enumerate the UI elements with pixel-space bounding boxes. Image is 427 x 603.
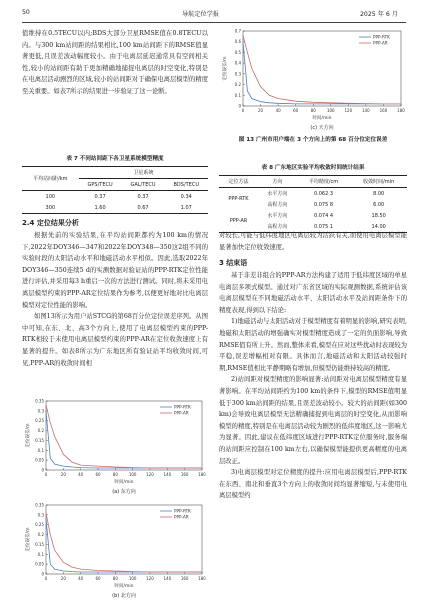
y-tick-label: 0.6	[234, 39, 241, 45]
paragraph: 3)电离层模型对定位精度的提升:应用电离层模型后,PPP-RTK在东西、南北和垂直3个方向上的收敛时间均显著缩短,与未使用电离层模型约	[219, 469, 407, 500]
y-tick-label: 0.15	[35, 437, 44, 443]
x-tick-label: 120	[146, 472, 154, 477]
paragraph: 值维持在0.5TECU以内;BDS大部分卫星RMSE值在0.8TECU以内。与300 km站间距的结果相比,100 km站间距下的RMSE值显著更低,且误差波动幅度较小。由于电离层延迟通常具有空间相关性,较小的站间距有助于更加精确地捕捉电离层的时空变化,特别是在电离层活动剧烈的区域,较小的站间距对于确保电离层模型的精度至关重要。如表7所示的结果进一步验证了这一论断。	[22, 30, 208, 95]
subplot-caption: (c) 天方向	[310, 125, 334, 131]
y-tick-label: 0.35	[35, 502, 44, 508]
table-header: GAL/TECU	[130, 181, 156, 188]
left-paragraph-top	[22, 28, 208, 98]
table-header: 卫星系统	[79, 167, 208, 179]
x-tick-label: 140	[163, 576, 172, 581]
subplot-caption: (a) 东方向	[112, 489, 136, 495]
table-cell: 0.67	[122, 202, 165, 214]
y-tick-label: 0.3	[234, 71, 241, 77]
x-tick-label: 100	[128, 472, 137, 477]
x-tick-label: 120	[146, 576, 154, 581]
x-tick-label: 60	[95, 472, 101, 477]
x-tick-label: 160	[180, 576, 189, 581]
x-axis-label: 时间/min	[114, 480, 134, 485]
table7	[22, 166, 208, 214]
y-tick-label: 0.15	[35, 541, 44, 547]
x-tick-label: 100	[128, 576, 137, 581]
chart-north	[22, 500, 208, 600]
legend-label: PPP-RTK	[174, 508, 191, 514]
x-tick-label: 140	[362, 108, 370, 113]
x-tick-label: 20	[258, 108, 264, 113]
x-tick-label: 60	[95, 576, 101, 581]
table-cell: 高程方向	[258, 221, 297, 233]
y-tick-label: 0.2	[37, 428, 44, 434]
y-tick-label: 0.5	[234, 49, 241, 55]
left-paragraph-mid	[22, 230, 208, 369]
legend-label: PPP-RTK	[174, 404, 191, 410]
table-header: 定位方法	[219, 176, 258, 188]
issue-date: 2025 年 6 月	[360, 11, 398, 18]
x-tick-label: 40	[275, 108, 281, 113]
table-cell: PPP-AR	[219, 210, 258, 233]
right-paragraphs	[219, 270, 407, 502]
paragraph: 基于非差非组合的PPP-AR方法构建了适用于低纬度区域的单星电离层多项式模型。通过对广东省区域的实际观测数据,系统评估该电离层模型在不同地磁活动水平、太阳活动水平及站间距条件下的精度表现,得到以下结论:	[219, 272, 407, 314]
table-cell: 6.00	[373, 201, 385, 208]
x-tick-label: 160	[379, 108, 388, 113]
x-tick-label: 0	[44, 472, 48, 477]
table-row	[219, 210, 407, 221]
y-tick-label: 0.1	[37, 551, 44, 557]
x-tick-label: 20	[60, 472, 66, 477]
table-cell: 水平方向	[258, 188, 297, 200]
y-tick-label: 0.7	[234, 28, 241, 34]
y-tick-label: 0.4	[234, 60, 241, 66]
x-tick-label: 100	[326, 108, 335, 113]
paragraph: 1)地磁活动与太阳活动对于模型精度有着明显的影响,研究表明,地磁和太阳活动的增强确实对模型精度造成了一定的负面影响,导致RMSE值有所上升。然而,整体来看,模型在应对这些扰动时表现较为平稳,误差增幅相对有限。具体而言,地磁活动和太阳活动较强时期,RMSE值相比平静期略有增加,但模型仍能维持较高的精度。	[219, 318, 407, 372]
table-header: 平均站间距/km	[22, 167, 79, 191]
table-cell: 14.00	[350, 221, 407, 233]
y-tick-label: 0.35	[35, 398, 44, 404]
subplot-caption: (b) 北方向	[112, 593, 136, 599]
y-tick-label: 0.1	[37, 447, 44, 453]
y-tick-label: 0.25	[35, 522, 44, 528]
y-tick-label: 0.25	[35, 418, 44, 424]
x-axis-label: 时间/min	[312, 116, 332, 121]
table-cell: 8.00	[350, 188, 407, 200]
section-heading-3: 3 结束语	[219, 259, 248, 267]
series-line-ppp-ar	[243, 35, 401, 104]
x-tick-label: 60	[293, 108, 299, 113]
paragraph: 根据先前的实验结果,在平均站间距都约为100 km的情况下,2022年DOY346—347和2022年DOY348—350这2组不同的实验时段的太阳活动水平和地磁活动水平相似。因此,选取2022年DOY346—350连续5 d的实测数据对验证站的PPP-RTK定位性能进行评估,并采用每3 h重启一次的方法进行测试。同时,将未采用电离层模型约束的PPP-AR定位结果作为参考,以便更好地对比电离层模型对定位性能的影响。	[22, 232, 208, 309]
x-tick-label: 120	[344, 108, 353, 113]
paragraph: 2)站间距对模型精度的影响显著:站间距对电离层模型精度有显著影响。在平均站间距约为100 km的条件下,模型的RMSE值明显低于300 km站间距的结果,且误差波动较小。较大的站间距(如300 km)会导致电离层模型无法精确捕捉到电离层的时空变化,从而影响模型的精度,特别是在电离层活动较为剧烈的低纬度地区,这一影响尤为显著。因此,建议在低纬度区域进行PPP-RTK定位服务时,服务端的站间距应控制在100 km左右,以确保模型能提供更高精度的电离层改正。	[219, 376, 407, 465]
y-axis-label: 定位误差/m	[223, 56, 228, 81]
table-row	[219, 188, 407, 200]
table-cell: 0.062 3	[297, 188, 351, 200]
table-cell: 300	[22, 202, 79, 214]
series-line-ppp-rtk	[46, 519, 202, 572]
y-tick-label: 0.2	[37, 532, 44, 538]
table-cell: 0.074 4	[313, 212, 334, 219]
y-tick-label: 0.2	[234, 82, 241, 88]
x-tick-label: 180	[198, 576, 206, 581]
paragraph: 对较长,可能与低纬度地区电离层较为活跃有关,而使用电离层模型能显著加快定位收敛速度。	[219, 232, 407, 251]
x-tick-label: 0	[241, 108, 245, 113]
y-axis-label: 定位误差/m	[26, 423, 31, 448]
x-tick-label: 180	[397, 108, 405, 113]
table-header: 方向	[258, 176, 297, 188]
page-number: 50	[22, 9, 30, 16]
y-tick-label: 0.1	[234, 92, 241, 98]
legend-label: PPP-AR	[373, 40, 388, 46]
figure13-caption: 图 13 广州市用户端在 3 个方向上的第 68 百分位定位误差	[238, 137, 388, 143]
x-tick-label: 40	[78, 472, 84, 477]
y-tick-label: 0	[41, 467, 44, 473]
x-tick-label: 20	[60, 576, 66, 581]
table-header: 收敛时间/min	[350, 176, 407, 188]
right-paragraph-cont	[219, 230, 407, 253]
table-cell: 0.075 8	[313, 201, 334, 208]
paragraph: 如图13所示为用户站STCG的第68百分位定位误差序列。从图中可知,在东、北、高3个方向上,使用了电离层模型约束的PPP-RTK相较于未使用电离层模型约束的PPP-AR在定位收敛速度上有显著的提升。如表8所示为广东地区所有验证站平均收敛时间,可见,PPP-AR的收敛时间相	[22, 313, 208, 367]
y-tick-label: 0	[238, 103, 241, 109]
table-cell: 1.60	[79, 202, 122, 214]
x-tick-label: 180	[198, 472, 206, 477]
series-line-ppp-ar	[46, 513, 202, 572]
table-row	[22, 202, 208, 214]
table-cell: 水平方向	[267, 213, 288, 219]
y-axis-label: 定位误差/m	[26, 527, 31, 552]
table-cell: 1.07	[164, 202, 208, 214]
series-line-ppp-rtk	[243, 42, 401, 104]
section-heading-2-4: 2.4 定位结果分析	[22, 219, 79, 227]
table-row	[22, 191, 208, 203]
x-tick-label: 160	[180, 472, 189, 477]
y-tick-label: 0.05	[35, 457, 44, 463]
x-tick-label: 80	[112, 576, 118, 581]
legend-label: PPP-RTK	[373, 34, 390, 40]
legend-label: PPP-AR	[174, 410, 189, 416]
journal-title: 导航定位学报	[182, 11, 220, 18]
table7-caption: 表 7 不同站间距下各卫星系统模型精度	[66, 156, 164, 162]
x-tick-label: 40	[78, 576, 84, 581]
table-cell: 0.37	[79, 191, 122, 203]
legend-label: PPP-AR	[174, 514, 189, 520]
y-tick-label: 0.3	[37, 512, 44, 518]
table-header: BDS/TECU	[173, 181, 199, 188]
table8-caption: 表 8 广东地区实验平均收敛时间统计结果	[261, 165, 365, 171]
table-cell: PPP-RTK	[219, 188, 258, 211]
x-tick-label: 80	[310, 108, 316, 113]
x-axis-label: 时间/min	[114, 584, 134, 589]
table-header: 平均精度/cm	[297, 176, 351, 188]
chart-up	[219, 26, 407, 132]
y-tick-label: 0.3	[37, 408, 44, 414]
y-tick-label: 0.05	[35, 561, 44, 567]
x-tick-label: 80	[112, 472, 118, 477]
table-cell: 0.075 1	[297, 221, 351, 233]
table-header: GPS/TECU	[87, 181, 113, 188]
table-cell: 高程方向	[267, 202, 288, 208]
y-tick-label: 0	[41, 571, 44, 577]
header-rule	[22, 22, 406, 23]
table-cell: 0.37	[122, 191, 165, 203]
x-tick-label: 140	[163, 472, 172, 477]
x-tick-label: 0	[44, 576, 48, 581]
table-cell: 100	[22, 191, 79, 203]
table-cell: 0.34	[164, 191, 208, 203]
chart-east	[22, 396, 208, 496]
table-cell: 18.50	[371, 212, 386, 219]
table8	[219, 175, 407, 233]
